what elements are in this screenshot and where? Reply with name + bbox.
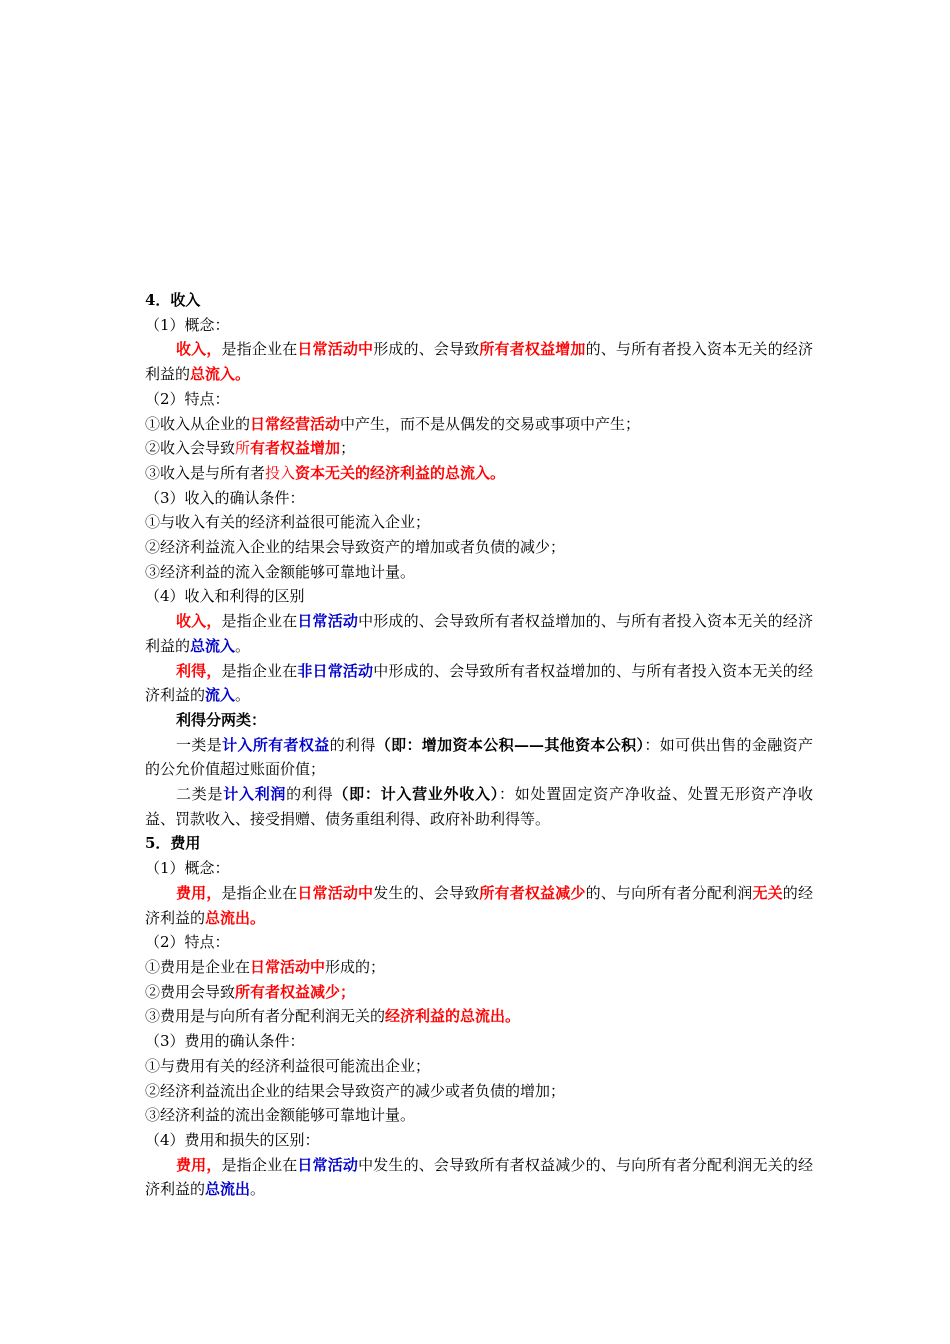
income-feature-3: ③收入是与所有者投入资本无关的经济利益的总流入。 (145, 463, 506, 482)
expense-concept-paragraph: 费用，是指企业在日常活动中发生的、会导致所有者权益减少的、与向所有者分配利润无关的经济利益的总流出。 (145, 883, 813, 927)
income-features-label: （2）特点： (145, 389, 230, 408)
income-feature-2: ②收入会导致所有者权益增加； (145, 439, 356, 458)
expense-feature-3: ③费用是与向所有者分配利润无关的经济利益的总流出。 (145, 1007, 521, 1026)
expense-condition-2: ②经济利益流出企业的结果会导致资产的减少或者负债的增加； (145, 1081, 566, 1100)
document-body (145, 288, 813, 1202)
income-condition-3: ③经济利益的流入金额能够可靠地计量。 (145, 562, 416, 581)
income-condition-2: ②经济利益流入企业的结果会导致资产的增加或者负债的减少； (145, 538, 566, 557)
term-income: 收入， (176, 340, 222, 359)
income-concept-label: （1）概念： (145, 315, 230, 334)
expense-conditions-label: （3）费用的确认条件： (145, 1032, 305, 1051)
expense-feature-2: ②费用会导致所有者权益减少； (145, 982, 356, 1001)
expense-condition-3: ③经济利益的流出金额能够可靠地计量。 (145, 1106, 416, 1125)
section-heading-income: 4．收入 (145, 291, 201, 309)
expense-concept-label: （1）概念： (145, 859, 230, 878)
expense-condition-1: ①与费用有关的经济利益很可能流出企业； (145, 1056, 431, 1075)
gain-type-1-paragraph: 一类是计入所有者权益的利得（即：增加资本公积——其他资本公积）：如可供出售的金融资产的公允价值超过账面价值； (145, 735, 813, 779)
income-conditions-label: （3）收入的确认条件： (145, 488, 305, 507)
gain-definition-paragraph: 利得，是指企业在非日常活动中形成的、会导致所有者权益增加的、与所有者投入资本无关的经济利益的流入。 (145, 661, 813, 705)
section-heading-expense: 5．费用 (145, 834, 201, 853)
expense-definition-paragraph: 费用，是指企业在日常活动中发生的、会导致所有者权益减少的、与向所有者分配利润无关的经济利益的总流出。 (145, 1155, 813, 1199)
gain-type-2-paragraph: 二类是计入利润的利得（即：计入营业外收入）：如处置固定资产净收益、处置无形资产净收益、罚款收入、接受捐赠、债务重组利得、政府补助利得等。 (145, 785, 813, 828)
gain-types-label: 利得分两类： (176, 710, 267, 729)
expense-features-label: （2）特点： (145, 933, 230, 952)
income-definition-paragraph: 收入，是指企业在日常活动中形成的、会导致所有者权益增加的、与所有者投入资本无关的经济利益的总流入。 (145, 612, 813, 655)
expense-feature-1: ①费用是企业在日常活动中形成的； (145, 957, 386, 976)
income-feature-1: ①收入从企业的日常经营活动中产生，而不是从偶发的交易或事项中产生； (145, 414, 641, 433)
income-concept-paragraph: 收入，是指企业在日常活动中形成的、会导致所有者权益增加的、与所有者投入资本无关的经济利益的总流入。 (145, 340, 813, 384)
income-condition-1: ①与收入有关的经济利益很可能流入企业； (145, 513, 431, 532)
income-gain-difference-label: （4）收入和利得的区别 (145, 587, 305, 606)
expense-loss-difference-label: （4）费用和损失的区别： (145, 1130, 320, 1149)
